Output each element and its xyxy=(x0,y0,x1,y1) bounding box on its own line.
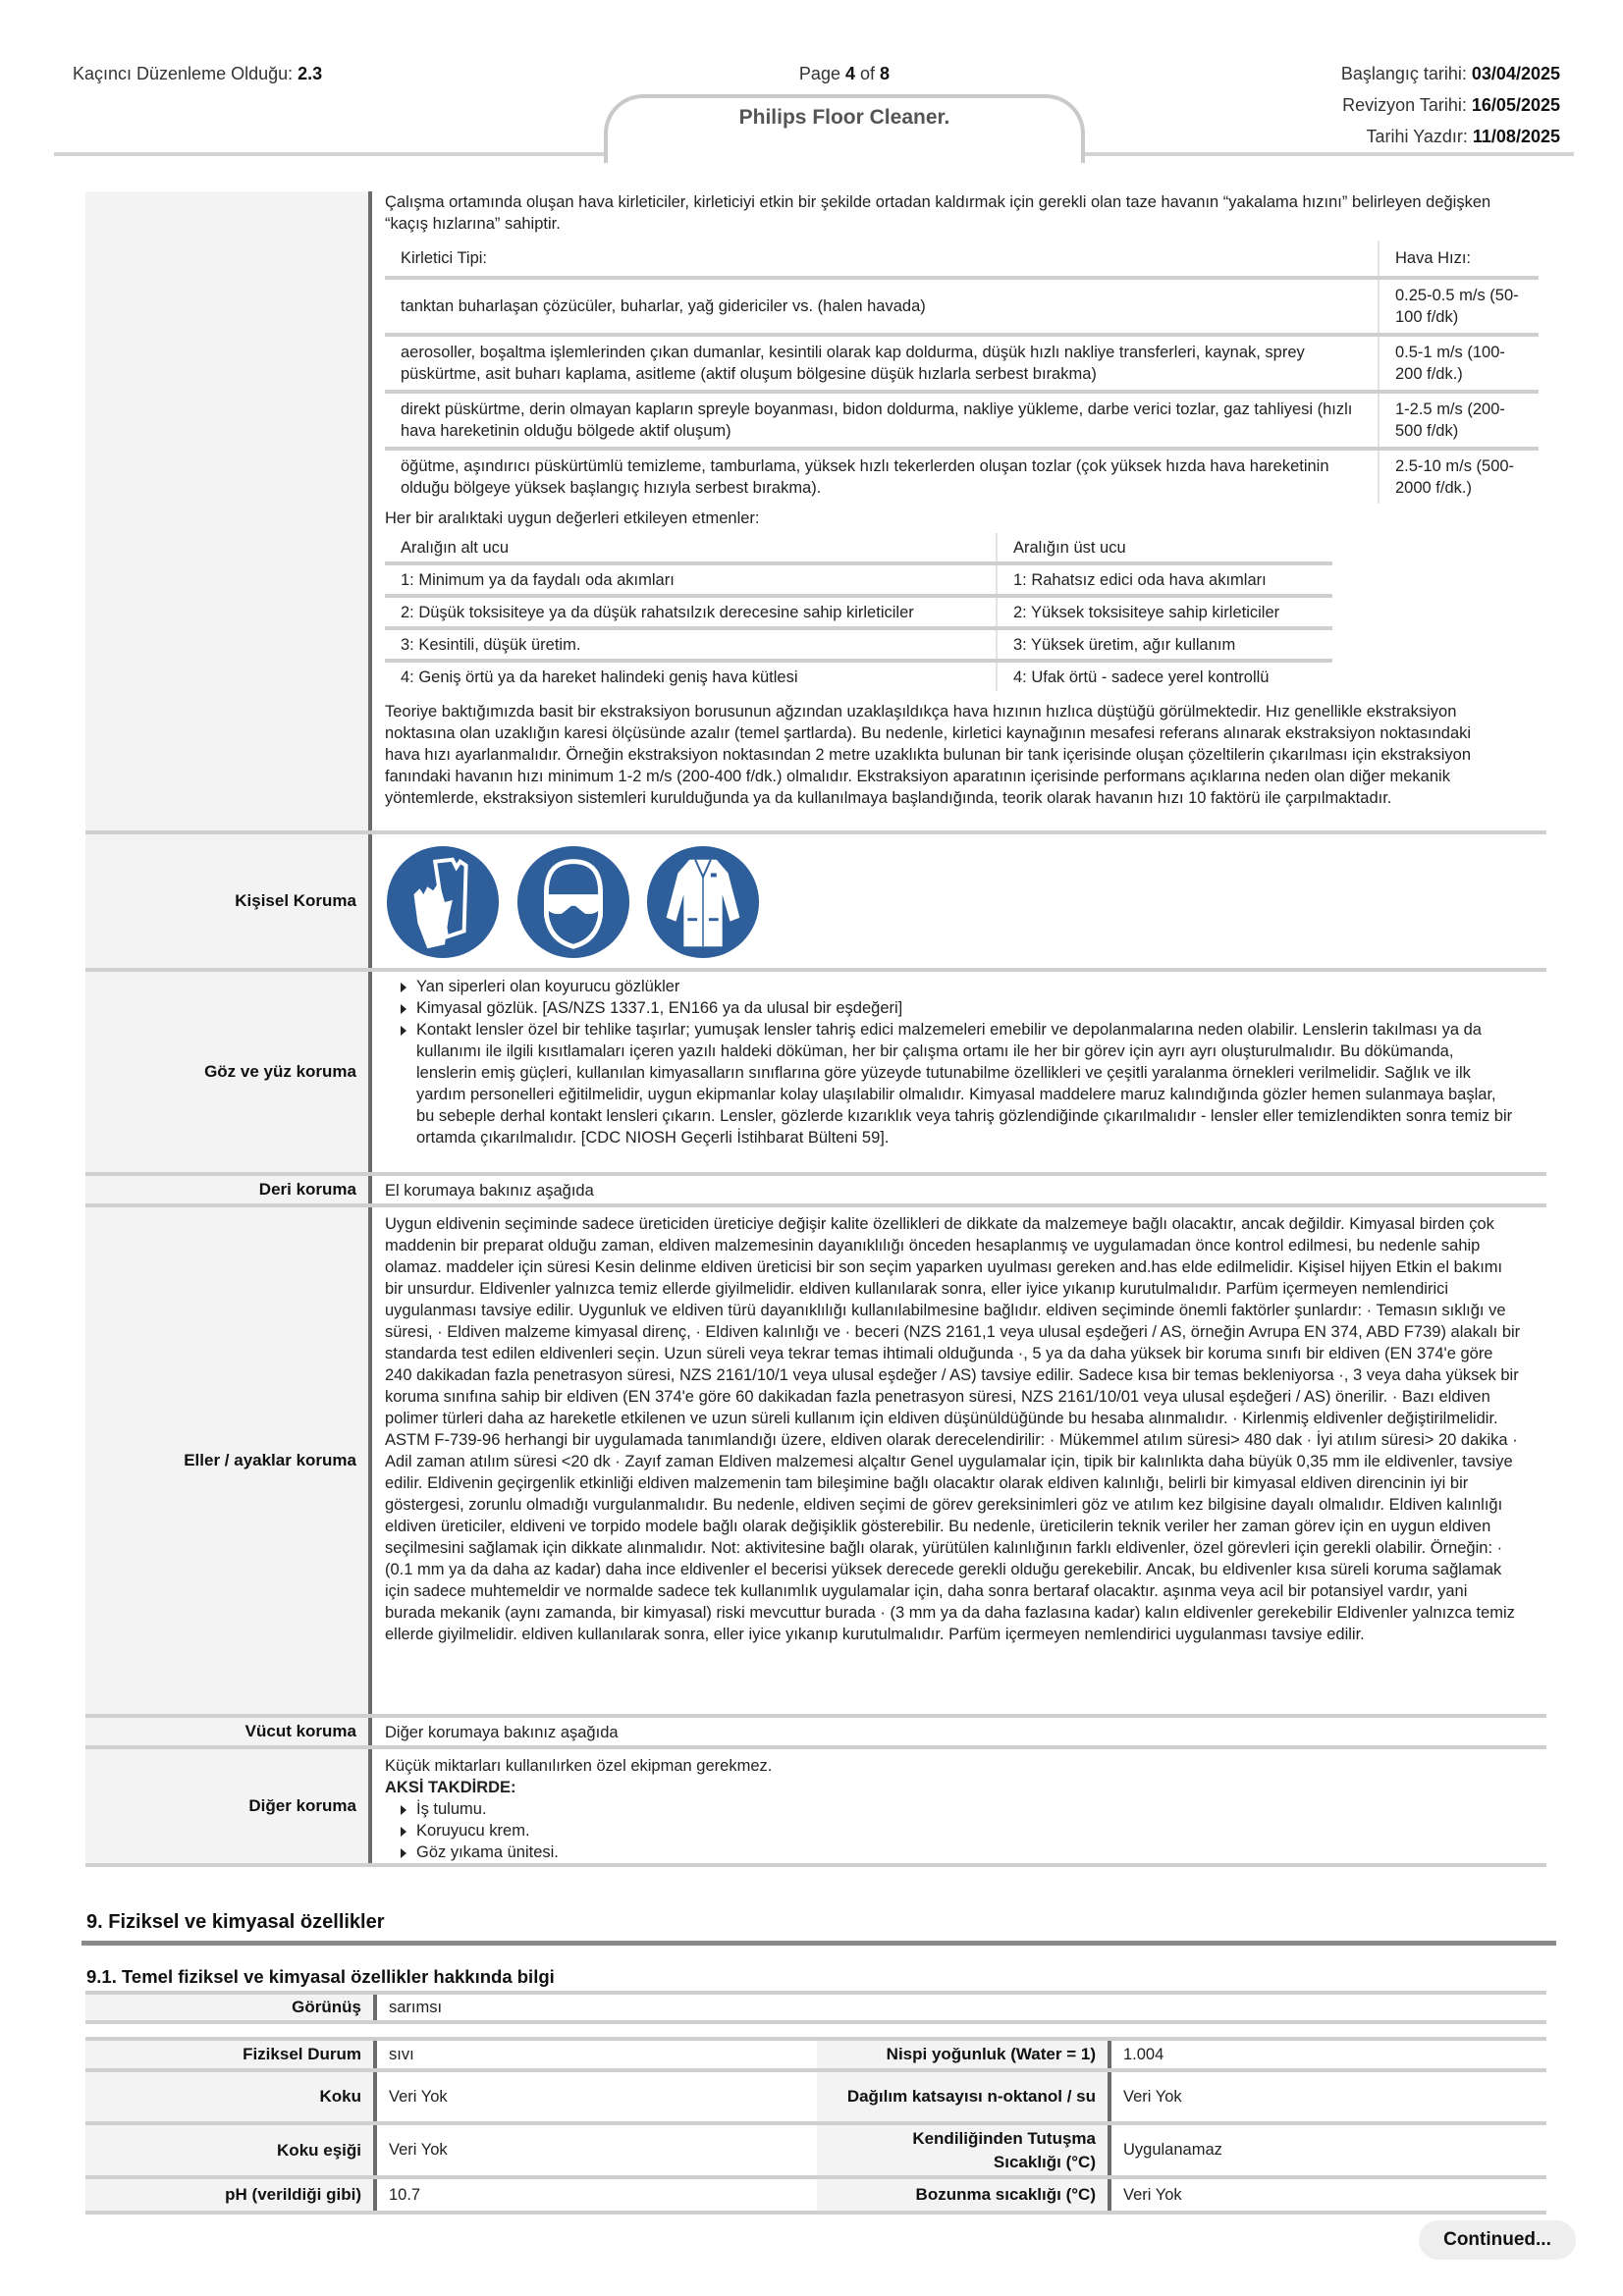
lab-coat-icon xyxy=(645,844,761,960)
property-label: Dağılım katsayısı n-oktanol / su xyxy=(817,2072,1111,2121)
eye-protection-label: Göz ve yüz koruma xyxy=(85,972,372,1172)
property-label: Koku eşiği xyxy=(85,2125,377,2175)
property-label: Fiziksel Durum xyxy=(85,2041,377,2068)
start-date-label: Başlangıç tarihi: xyxy=(1340,64,1467,83)
property-value: Veri Yok xyxy=(1123,2185,1182,2204)
ventilation-intro: Çalışma ortamında oluşan hava kirleticiler, kirleticiyi etkin bir şekilde ortadan kaldırmak için gerekli olan taze havanın “yakalama hızını” belirleyen değişken “kaçış hızlarına” sahiptir. xyxy=(385,193,1491,233)
table-row xyxy=(385,278,1539,335)
page-indicator xyxy=(746,64,943,84)
continued-badge: Continued... xyxy=(1419,2220,1576,2260)
table-cell: 0.5-1 m/s (100-200 f/dk.) xyxy=(1379,335,1539,392)
table-cell: 1-2.5 m/s (200-500 f/dk) xyxy=(1379,392,1539,449)
page-of: of xyxy=(860,64,876,83)
property-value: Veri Yok xyxy=(1123,2087,1182,2106)
property-value: Veri Yok xyxy=(389,2141,448,2159)
column-header: Aralığın alt ucu xyxy=(385,533,997,563)
revision-label: Kaçıncı Düzenleme Olduğu: xyxy=(73,64,294,83)
ppe-icons xyxy=(385,844,1539,966)
table-cell: aerosoller, boşaltma işlemlerinden çıkan dumanlar, kesintili olarak kap doldurma, düşük hızlı nakliye transferleri, kaynak, sprey püskürtme, asit buharı kaplama, asitleme (aktif oluşum bölgesine düşük hızlarla serbest bırakma) xyxy=(385,335,1379,392)
goggles-icon xyxy=(515,844,631,960)
page-current: 4 xyxy=(844,64,855,83)
table-cell: 4: Ufak örtü - sadece yerel kontrollü xyxy=(997,661,1332,691)
ppe-label: Kişisel Koruma xyxy=(85,834,372,968)
property-row xyxy=(85,2179,1546,2215)
table-cell: direkt püskürtme, derin olmayan kapların spreyle boyanması, bidon doldurma, nakliye yükleme, darbe verici tozlar, gaz tahliyesi (hızlı hava hareketinin olduğu bölgede aktif oluşum) xyxy=(385,392,1379,449)
skin-protection-row xyxy=(85,1176,1546,1207)
capture-velocity-table xyxy=(385,240,1539,504)
other-protection-label: Diğer koruma xyxy=(85,1749,372,1863)
property-label: pH (verildiği gibi) xyxy=(85,2179,377,2211)
gloves-icon xyxy=(385,844,501,960)
table-cell: 3: Yüksek üretim, ağır kullanım xyxy=(997,628,1332,661)
hand-protection-label: Eller / ayaklar koruma xyxy=(85,1207,372,1714)
other-protection-list xyxy=(385,1798,1539,1863)
property-row xyxy=(85,2125,1546,2179)
property-label: Nispi yoğunluk (Water = 1) xyxy=(817,2041,1111,2068)
skin-protection-label: Deri koruma xyxy=(85,1176,372,1203)
start-date xyxy=(1341,64,1560,84)
property-label: Kendiliğinden Tutuşma Sıcaklığı (°C) xyxy=(817,2125,1111,2175)
property-value: sıvı xyxy=(389,2045,414,2063)
print-date-value: 11/08/2025 xyxy=(1472,127,1560,146)
skin-protection-value: El korumaya bakınız aşağıda xyxy=(385,1182,594,1200)
list-item: Yan siperleri olan koyurucu gözlükler xyxy=(385,976,1514,997)
table-row xyxy=(385,661,1332,691)
hand-protection-value: Uygun eldivenin seçiminde sadece üreticiden üreticiye değişir kalite özellikleri de dikkate da malzemeye bağlı olacaktır, ancak değildir. Kimyasal birden çok maddenin bir preparat olduğu zaman, eldiven malzemesinin dayanıklılığı önceden hesaplanmış ve uygulamadan önce kontrol edilmesi, bu nedenle sahip olamaz. maddeler için süresi Kesin delinme eldiven üreticisi bir son seçim yaparken uyulması gereken and.has elde edilmelidir. Kişisel hijyen Etkin el bakımı bir unsurdur. Eldivenler yalnızca temiz ellerde giyilmelidir. eldiven kullanılarak sonra, eller iyice yıkanıp kurutulmalıdır. Parfüm içermeyen nemlendirici uygulanması tavsiye edilir. Uygunluk ve eldiven türü dayanıklılığı kullanılabilmesine bağlıdır. eldiven seçiminde önemli faktörler şunlardır: · Temasın sıklığı ve süresi, · Eldiven malzeme kimyasal direnç, · Eldiven kalınlığı ve · beceri (NZS 2161,1 veya ulusal eşdeğeri / AS, örneğin Avrupa EN 374, ABD F739) alakalı bir standarda test edilen eldivenleri seçin. Uzun süreli veya tekrar temas ihtimali olduğunda ·, 5 ya da daha yüksek bir koruma sınıfı bir eldiven (EN 374'e göre 240 dakikadan fazla penetrasyon süresi, NZS 2161/10/1 veya ulusal eşdeğer / AS) tavsiye edilir. Sadece kısa bir temas bekleniyorsa ·, 3 veya daha yüksek bir koruma sınıfına sahip bir eldiven (EN 374'e göre 60 dakikadan fazla penetrasyon süresi, NZS 2161/10/01 veya ulusal eşdeğeri / AS) önerilir. · Bazı eldiven polimer türleri daha az hareketle etkilenen ve uzun süreli kullanım için eldiven düşünüldüğünde bu hesaba alınmalıdır. · Kirlenmiş eldivenler değiştirilmelidir. ASTM F-739-96 herhangi bir uygulamada tanımlandığı üzere, eldiven olarak derecelendirilir: · Mükemmel atılım süresi> 480 dak · İyi atılım süresi> 20 dakika · Adil zaman atılım süresi <20 dk · Zayıf zaman Eldiven malzemesi alçaltır Genel uygulamalar için, tipik bir kalınlıkta daha büyük 0,35 mm ile eldivenler, tavsiye edilir. Eldivenin geçirgenlik etkinliği eldiven malzemenin tam bileşimine bağlı olacaktır olarak eldiven kalınlığı, belirli bir kimyasal eldiven direncinin iyi bir göstergesi, zorunlu olmadığı vurgulanmalıdır. Bu nedenle, eldiven seçimi de görev gereksinimleri göz ve atılım kez bilgisine dayalı olmalıdır. Eldiven kalınlığı eldiven üreticiler, eldiveni ve torpido modele bağlı olarak değişiklik gösterebilir. Bu nedenle, üreticilerin teknik veriler her zaman görev için en uygun eldiven seçilmesini sağlamak için dikkate alınmalıdır. Not: aktivitesine bağlı olarak, yürütülen kalınlığının farklı eldivenler, özel görevleri için gerekli olabilir. Örneğin: · (0.1 mm ya da daha az kadar) daha ince eldivenler el becerisi yüksek derecede gerekli olduğu gerekebilir. Ancak, bu eldivenler kısa süreli koruma sağlamak için sadece muhtemeldir ve normalde sadece tek kullanımlık uygulamalar için, daha sonra bertaraf olacaktır. aşınma veya acil bir potansiyel vardır, yani burada mekanik (aynı zamanda, bir kimyasal) riski mevcuttur burada · (3 mm ya da daha fazlasına kadar) kalın eldivenler gerekebilir Eldivenler yalnızca temiz ellerde giyilmelidir. eldiven kullanılarak sonra, eller iyice yıkanıp kurutulmalıdır. Parfüm içermeyen nemlendirici uygulanması tavsiye edilir. xyxy=(385,1215,1521,1643)
table-row xyxy=(385,628,1332,661)
section-9-rule xyxy=(81,1941,1556,1946)
section-9-1-title: 9.1. Temel fiziksel ve kimyasal özellikler hakkında bilgi xyxy=(86,1966,555,1987)
ventilation-content xyxy=(385,191,1539,809)
table-row xyxy=(385,449,1539,504)
property-row xyxy=(85,2072,1546,2125)
property-row xyxy=(85,2037,1546,2072)
other-protection-row xyxy=(85,1749,1546,1867)
table-cell: 3: Kesintili, düşük üretim. xyxy=(385,628,997,661)
property-value: Veri Yok xyxy=(389,2087,448,2106)
appearance-row xyxy=(85,1991,1546,2024)
revision-value: 2.3 xyxy=(298,64,323,83)
page-prefix: Page xyxy=(798,64,840,83)
appearance-label: Görünüş xyxy=(85,1995,377,2020)
list-item: Kontakt lensler özel bir tehlike taşırlar; yumuşak lensler tahriş edici malzemeleri emebilir ve depolanmalarına neden olabilir. Lenslerin takılması ya da kullanımı ile ilgili kısıtlamaları içeren yazılı haldeki döküman, her bir çalışma ortamı ile her bir görev için ayrı ayrı oluşturulmalıdır. Bu dökümanda, lenslerin emiş güçleri, kullanılan kimyasalların sınıflarına göre yüzeyde tutunabilme özellikleri ve çeşitli yaralanma örnekleri verilmelidir. Sağlık ve ilk yardım personelleri eğitilmelidir, uygun ekipmanlar kolay ulaşılabilir olmalıdır. Kimyasal maddelere maruz kalındığında gözler hemen sulanmaya başlar, bu sebeple derhal kontakt lensleri çıkarın. Lensler, gözlerde kızarıklık veya tahriş gözlendiğinde çıkarılmalıdır - lensler eller temizlendikten sonra temiz bir ortamda çıkarılmalıdır. [CDC NIOSH Geçerli İstihbarat Bülteni 59]. xyxy=(385,1019,1514,1148)
table-cell: 2: Düşük toksisiteye ya da düşük rahatsılzık derecesine sahip kirleticiler xyxy=(385,596,997,628)
column-header: Kirletici Tipi: xyxy=(385,240,1379,278)
print-date xyxy=(1366,127,1560,147)
eye-protection-row xyxy=(85,972,1546,1176)
body-protection-row xyxy=(85,1718,1546,1749)
other-protection-text: Küçük miktarları kullanılırken özel ekipman gerekmez. xyxy=(385,1757,773,1775)
factors-intro: Her bir aralıktaki uygun değerleri etkileyen etmenler: xyxy=(385,509,760,527)
column-header: Hava Hızı: xyxy=(1379,240,1539,278)
revision-number xyxy=(73,64,322,84)
table-row xyxy=(385,335,1539,392)
list-item: Göz yıkama ünitesi. xyxy=(385,1842,1539,1863)
table-cell: tanktan buharlaşan çözücüler, buharlar, yağ gidericiler vs. (halen havada) xyxy=(385,278,1379,335)
table-cell: öğütme, aşındırıcı püskürtümlü temizleme, tamburlama, yüksek hızlı tekerlerden oluşan tozlar (çok yüksek hızda hava hareketinin olduğu bölgeye yüksek başlangıç hızıyla serbest bırakma). xyxy=(401,457,1329,497)
property-label: Koku xyxy=(85,2072,377,2121)
table-cell: 2: Yüksek toksisiteye sahip kirleticiler xyxy=(997,596,1332,628)
column-header: Aralığın üst ucu xyxy=(997,533,1332,563)
table-row xyxy=(385,392,1539,449)
ventilation-row xyxy=(85,191,1546,834)
revision-date xyxy=(1342,95,1560,116)
body-protection-label: Vücut koruma xyxy=(85,1718,372,1745)
start-date-value: 03/04/2025 xyxy=(1471,64,1560,83)
ventilation-theory: Teoriye baktığımızda basit bir ekstraksiyon borusunun ağzından uzaklaşıldıkça hava hızının hızlıca düştüğü görülmektedir. Hız genellikle ekstraksiyon noktasına olan uzaklığın karesi ölçüsünde azalır (temel şartlarda). Bu nedenle, kirletici kaynağının mesafesi referans alınarak ekstraksiyon noktasındaki hava hızı ayarlanmalıdır. Örneğin ekstraksiyon noktasından 2 metre uzaklıkta bulunan bir tank içerisinde oluşan çözeltilerin çıkarılması için ekstraksiyon fanındaki havanın hızı minimum 1-2 m/s (200-400 f/dk.) olmalıdır. Ekstraksiyon aparatının içerisinde performans açıklarına neden olan diğer mekanik yöntemlerde, ekstraksiyon sistemleri kurulduğunda ya da kullanılmaya başlandığında, teorik olarak havanın hızı 10 faktörü ile çarpılmaktadır. xyxy=(385,703,1472,807)
product-title-tab xyxy=(604,94,1085,163)
factors-table xyxy=(385,533,1332,691)
table-cell: 4: Geniş örtü ya da hareket halindeki geniş hava kütlesi xyxy=(401,667,798,686)
ventilation-label-cell xyxy=(85,191,372,830)
list-item: Koruyucu krem. xyxy=(385,1820,1539,1842)
property-value: 1.004 xyxy=(1123,2045,1164,2063)
table-cell: 2.5-10 m/s (500-2000 f/dk.) xyxy=(1379,449,1539,504)
page-total: 8 xyxy=(880,64,891,83)
otherwise-heading: AKSİ TAKDİRDE: xyxy=(385,1779,516,1796)
appearance-value: sarımsı xyxy=(389,1998,443,2016)
revision-date-value: 16/05/2025 xyxy=(1471,95,1560,115)
list-item: Kimyasal gözlük. [AS/NZS 1337.1, EN166 ya da ulusal bir eşdeğeri] xyxy=(385,997,1514,1019)
table-cell: 0.25-0.5 m/s (50-100 f/dk) xyxy=(1379,278,1539,335)
capture-velocity-header xyxy=(385,240,1539,278)
header-rule-right xyxy=(1083,152,1574,156)
table-row xyxy=(385,596,1332,628)
hand-protection-row xyxy=(85,1207,1546,1718)
eye-protection-content xyxy=(385,976,1539,1148)
property-value: Uygulanamaz xyxy=(1123,2141,1222,2159)
ppe-row xyxy=(85,834,1546,972)
revision-date-label: Revizyon Tarihi: xyxy=(1342,95,1467,115)
other-protection-content xyxy=(385,1755,1539,1863)
property-value: 10.7 xyxy=(389,2185,421,2204)
table-row xyxy=(385,563,1332,596)
eye-protection-list xyxy=(385,976,1514,1148)
table-cell: 1: Minimum ya da faydalı oda akımları xyxy=(385,563,997,596)
header-rule-left xyxy=(54,152,606,156)
body-protection-value: Diğer korumaya bakınız aşağıda xyxy=(385,1724,619,1741)
print-date-label: Tarihi Yazdır: xyxy=(1366,127,1468,146)
factors-header xyxy=(385,533,1332,563)
list-item: İş tulumu. xyxy=(385,1798,1539,1820)
table-cell: 1: Rahatsız edici oda hava akımları xyxy=(997,563,1332,596)
product-title: Philips Floor Cleaner. xyxy=(738,106,950,129)
property-label: Bozunma sıcaklığı (°C) xyxy=(817,2179,1111,2211)
section-9-title: 9. Fiziksel ve kimyasal özellikler xyxy=(86,1911,385,1933)
